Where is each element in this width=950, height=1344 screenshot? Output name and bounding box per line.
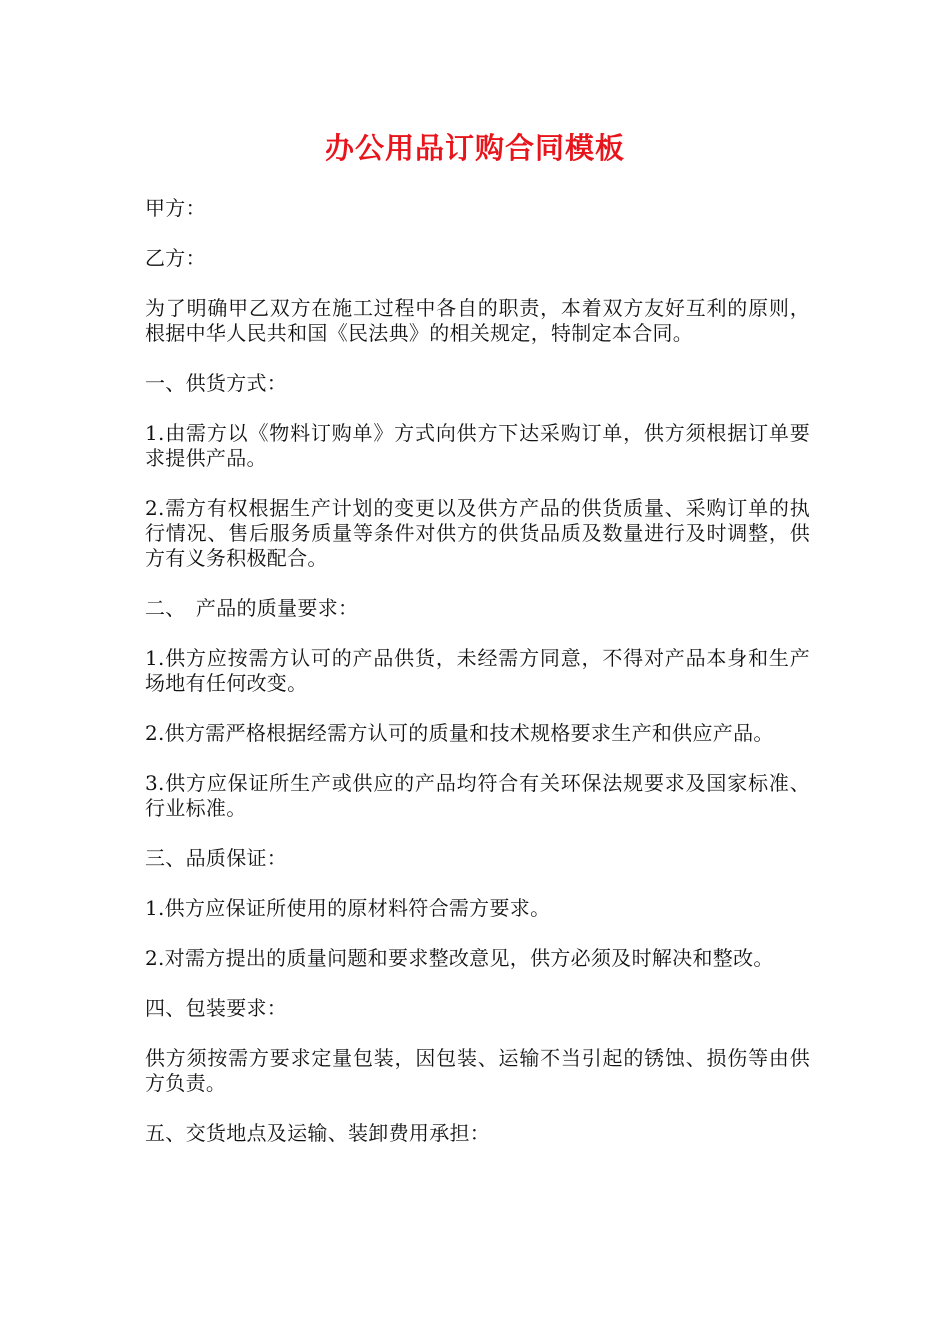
section-heading-packaging: 四、包装要求： [145, 996, 288, 1020]
preamble-paragraph: 为了明确甲乙双方在施工过程中各自的职责，本着双方友好互利的原则，根据中华人民共和国《民法典》的相关规定，特制定本合同。 [145, 296, 810, 345]
party-b-line: 乙方： [145, 246, 206, 270]
section-heading-supply-method: 一、供货方式： [145, 371, 288, 395]
document-title: 办公用品订购合同模板 [324, 131, 625, 165]
clause-paragraph: 1.供方应按需方认可的产品供货，未经需方同意，不得对产品本身和生产场地有任何改变。 [145, 646, 810, 695]
party-a-line: 甲方： [145, 196, 206, 220]
section-heading-quality-requirements: 二、 产品的质量要求： [145, 596, 359, 620]
section-heading-delivery: 五、交货地点及运输、装卸费用承担： [145, 1121, 491, 1145]
clause-paragraph: 供方须按需方要求定量包装，因包装、运输不当引起的锈蚀、损伤等由供方负责。 [145, 1046, 810, 1095]
clause-paragraph: 1.供方应保证所使用的原材料符合需方要求。 [145, 896, 551, 920]
clause-paragraph: 3.供方应保证所生产或供应的产品均符合有关环保法规要求及国家标准、行业标准。 [145, 771, 810, 820]
section-heading-quality-assurance: 三、品质保证： [145, 846, 288, 870]
clause-paragraph: 2.对需方提出的质量问题和要求整改意见，供方必须及时解决和整改。 [145, 946, 774, 970]
clause-paragraph: 2.供方需严格根据经需方认可的质量和技术规格要求生产和供应产品。 [145, 721, 774, 745]
document-body [145, 196, 810, 1171]
clause-paragraph: 2.需方有权根据生产计划的变更以及供方产品的供货质量、采购订单的执行情况、售后服务质量等条件对供方的供货品质及数量进行及时调整，供方有义务积极配合。 [145, 496, 810, 570]
clause-paragraph: 1.由需方以《物料订购单》方式向供方下达采购订单，供方须根据订单要求提供产品。 [145, 421, 810, 470]
